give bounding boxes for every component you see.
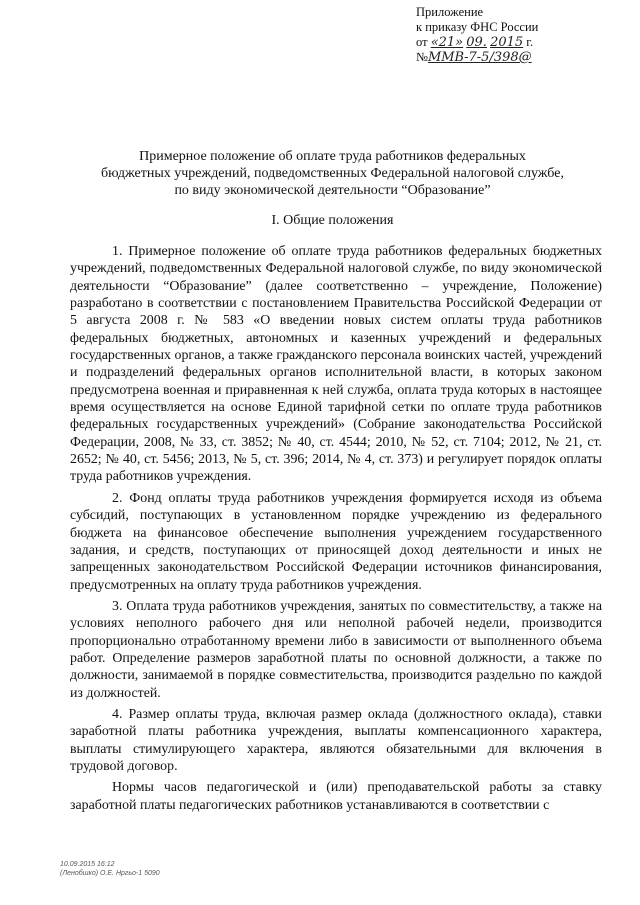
- number-prefix: №: [416, 50, 428, 64]
- number-value: ММВ-7-5/398@: [427, 50, 532, 65]
- date-suffix: г.: [526, 35, 534, 49]
- appendix-label: Приложение: [416, 5, 484, 19]
- title-line-2: бюджетных учреждений, подведомственных Федеральной налоговой службе,: [101, 166, 564, 181]
- footer-timestamp: 10.09.2015 16:12: [60, 861, 115, 868]
- order-date: [416, 35, 626, 50]
- date-day: «21»: [430, 35, 464, 50]
- document-title: [60, 148, 605, 199]
- paragraph-5: Нормы часов педагогической и (или) преподавательской работы за ставку заработной платы педагогических работников устанавливаются в соответствии с: [70, 780, 602, 813]
- date-year: 2015: [490, 35, 524, 50]
- order-reference: к приказу ФНС России: [416, 20, 539, 34]
- appendix-header: [416, 5, 626, 65]
- document-body: [70, 243, 602, 814]
- footer-file-ref: (Ленобшко) О.Е. Нргьо-1 5090: [60, 870, 160, 877]
- date-prefix: от: [416, 35, 428, 49]
- paragraph-4: 4. Размер оплаты труда, включая размер оклада (должностного оклада), ставки заработной платы работника учреждения, выплаты компенсационного характера, выплаты стимулирующего характера, являются обязательными для включения в трудовой договор.: [70, 706, 602, 774]
- title-line-1: Примерное положение об оплате труда работников федеральных: [139, 149, 526, 164]
- section-heading: I. Общие положения: [271, 213, 394, 228]
- date-month: 09.: [466, 35, 487, 50]
- print-footer: [60, 860, 160, 878]
- paragraph-1: 1. Примерное положение об оплате труда работников федеральных бюджетных учреждений, подведомственных Федеральной налоговой службе, по виду экономической деятельности “Образование” (далее соответственно – учреждение, Положение) разработано в соответствии с постановлением Правительства Российской Федерации от 5 августа 2008 г. № 583 «О введении новых систем оплаты труда работников федеральных бюджетных, автономных и казенных учреждений и федеральных государственных органов, а также гражданского персонала воинских частей, учреждений и подразделений федеральных органов исполнительной власти, в которых законом предусмотрена военная и приравненная к ней служба, оплата труда которых в настоящее время осуществляется на основе Единой тарифной сетки по оплате труда работников федеральных государственных учреждений» (Собрание законодательства Российской Федерации, 2008, № 33, ст. 3852; № 40, ст. 4544; 2010, № 52, ст. 7104; 2012, № 21, ст. 2652; № 40, ст. 5456; 2013, № 5, ст. 396; 2014, № 4, ст. 373) и регулирует порядок оплаты труда работников учреждения.: [70, 244, 602, 485]
- order-number: [416, 50, 626, 65]
- title-line-3: по виду экономической деятельности “Образование”: [174, 183, 491, 198]
- paragraph-3: 3. Оплата труда работников учреждения, занятых по совместительству, а также на условиях неполного рабочего дня или неполной рабочей недели, производится пропорционально отработанному времени либо в зависимости от выполненного объема работ. Определение размеров заработной платы по основной должности, а также по должности, занимаемой в порядке совместительства, производится раздельно по каждой из должностей.: [70, 598, 602, 701]
- paragraph-2: 2. Фонд оплаты труда работников учреждения формируется исходя из объема субсидий, поступающих в установленном порядке учреждению из федерального бюджета на финансовое обеспечение выполнения учреждением государственного задания, и средств, поступающих от приносящей доход деятельности и иных не запрещенных законодательством Российской Федерации источников финансирования, предусмотренных на оплату труда работников учреждения.: [70, 490, 602, 593]
